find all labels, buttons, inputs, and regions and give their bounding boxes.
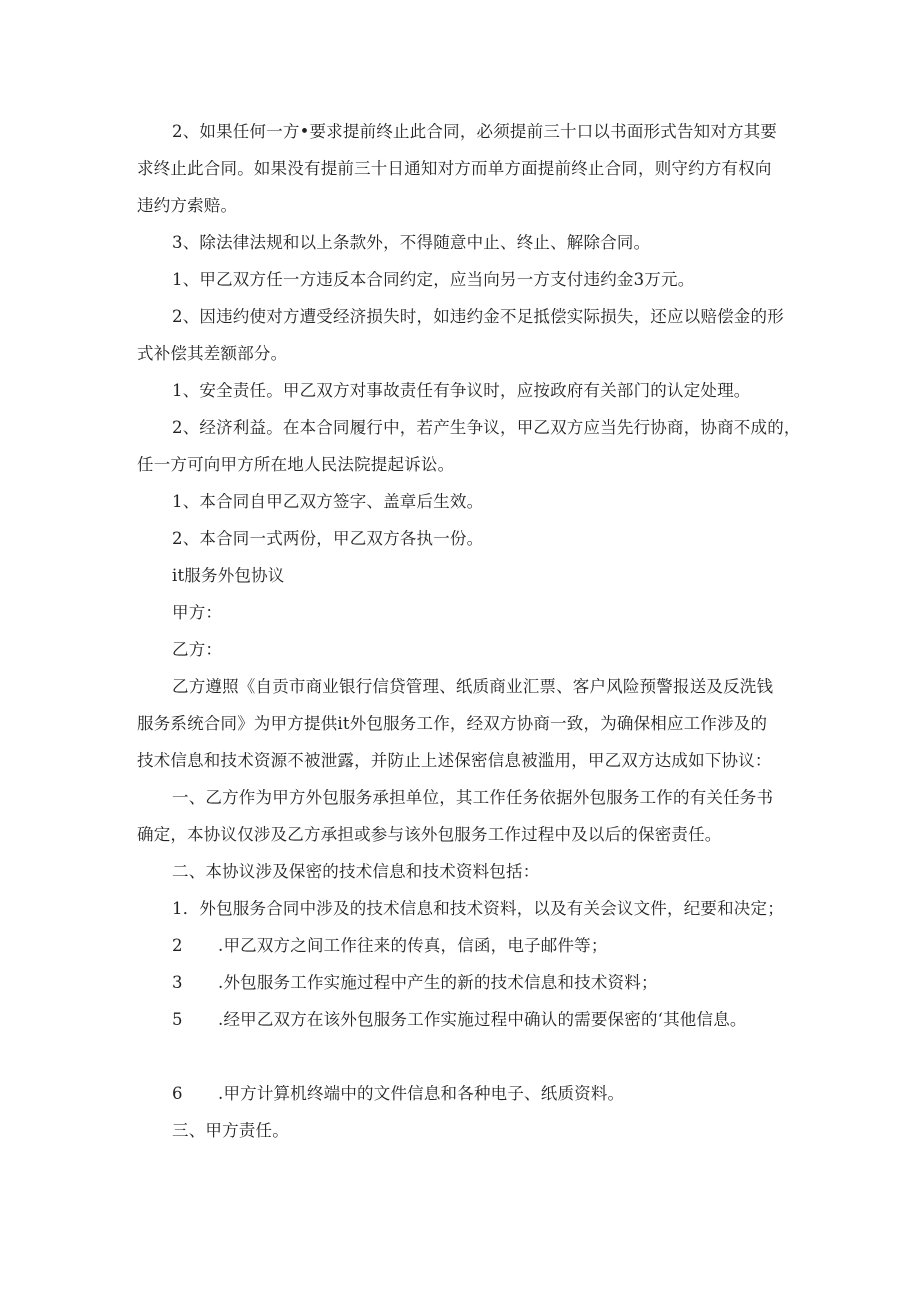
paragraph-line: 一、乙方作为甲方外包服务承担单位，其工作任务依据外包服务工作的有关任务书	[172, 788, 774, 807]
paragraph-line: 2、因违约使对方遭受经济损失时，如违约金不足抵偿实际损失，还应以赔偿金的形	[172, 307, 784, 326]
party-b-label: 乙方：	[172, 640, 223, 659]
paragraph-line: 2、本合同一式两份，甲乙双方各执一份。	[172, 529, 484, 548]
paragraph-line: 求终止此合同。如果没有提前三十日通知对方而单方面提前终止合同，则守约方有权向	[137, 159, 772, 178]
party-a-label: 甲方：	[172, 603, 223, 622]
paragraph-line: 违约方索赔。	[137, 196, 238, 215]
list-item-text: .经甲乙双方在该外包服务工作实施过程中确认的需要保密的‘其他信息。	[218, 1010, 747, 1029]
paragraph-line: 技术信息和技术资源不被泄露，并防止上述保密信息被滥用，甲乙双方达成如下协议：	[137, 751, 772, 770]
list-item-text: .甲方计算机终端中的文件信息和各种电子、纸质资料。	[218, 1084, 625, 1103]
section-heading: 三、甲方责任。	[172, 1121, 289, 1140]
list-item-number: 2	[172, 936, 183, 955]
paragraph-line: 服务系统合同》为甲方提供it外包服务工作，经双方协商一致，为确保相应工作涉及的	[137, 714, 768, 733]
paragraph-line: 确定，本协议仅涉及乙方承担或参与该外包服务工作过程中及以后的保密责任。	[137, 825, 722, 844]
list-item-number: 3	[172, 973, 183, 992]
paragraph-line: 式补偿其差额部分。	[137, 344, 288, 363]
list-item: 1．外包服务合同中涉及的技术信息和技术资料，以及有关会议文件，纪要和决定；	[172, 899, 784, 918]
paragraph-line: 1、本合同自甲乙双方签字、盖章后生效。	[172, 492, 484, 511]
list-item-number: 6	[172, 1084, 183, 1103]
paragraph-line: 2、经济利益。在本合同履行中，若产生争议，甲乙双方应当先行协商，协商不成的，	[172, 418, 801, 437]
paragraph-line: 1、安全责任。甲乙双方对事故责任有争议时，应按政府有关部门的认定处理。	[172, 381, 751, 400]
paragraph-line: 1、甲乙双方任一方违反本合同约定，应当向另一方支付违约金3万元。	[172, 270, 695, 289]
paragraph-line: 任一方可向甲方所在地人民法院提起诉讼。	[137, 455, 455, 474]
paragraph-line: 乙方遵照《自贡市商业银行信贷管理、纸质商业汇票、客户风险预警报送及反洗钱	[172, 677, 774, 696]
section-heading: 二、本协议涉及保密的技术信息和技术资料包括：	[172, 862, 540, 881]
list-item-text: .甲乙双方之间工作往来的传真，信函，电子邮件等；	[218, 936, 608, 955]
agreement-title: it服务外包协议	[172, 566, 285, 585]
list-item-text: .外包服务工作实施过程中产生的新的技术信息和技术资料；	[218, 973, 658, 992]
paragraph-line: 2、如果任何一方•要求提前终止此合同，必须提前三十口以书面形式告知对方其要	[172, 122, 778, 141]
list-item-number: 5	[172, 1010, 183, 1029]
paragraph-line: 3、除法律法规和以上条款外，不得随意中止、终止、解除合同。	[172, 233, 651, 252]
